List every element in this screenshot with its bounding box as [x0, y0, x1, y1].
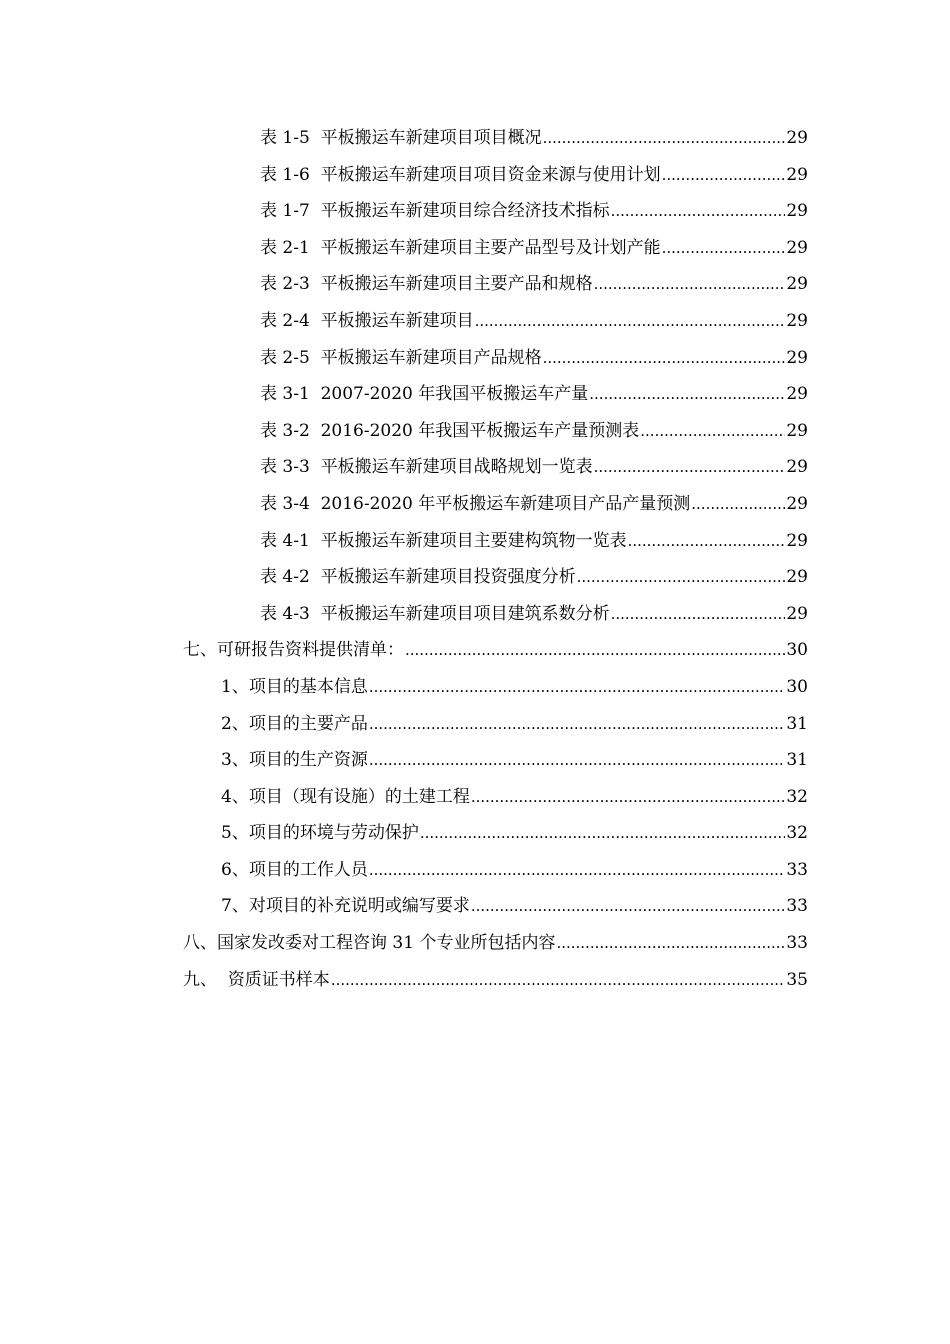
toc-dot-leader — [543, 340, 786, 377]
toc-entry-title: 6、项目的工作人员 — [221, 859, 368, 880]
toc-dot-leader — [640, 413, 785, 450]
toc-entry-title: 表 1-5 平板搬运车新建项目项目概况 — [260, 128, 542, 148]
toc-entry-page: 33 — [786, 859, 808, 880]
toc-entry-page: 31 — [786, 713, 808, 734]
toc-entry[interactable] — [183, 596, 808, 633]
toc-entry[interactable] — [183, 559, 808, 596]
toc-entry-page: 33 — [786, 933, 808, 954]
toc-dot-leader — [611, 193, 786, 230]
toc-entry-title: 表 3-3 平板搬运车新建项目战略规划一览表 — [260, 457, 593, 478]
toc-entry-title: 3、项目的生产资源 — [221, 750, 368, 771]
toc-entry[interactable] — [183, 120, 808, 157]
toc-entry-title: 九、 资质证书样本 — [183, 969, 330, 990]
toc-dot-leader — [471, 888, 786, 925]
toc-entry-page: 29 — [786, 420, 808, 441]
toc-entry[interactable] — [183, 779, 808, 816]
toc-entry-page: 35 — [786, 969, 808, 990]
toc-entry[interactable] — [183, 888, 808, 925]
toc-dot-leader — [628, 523, 786, 560]
toc-entry-page: 29 — [786, 274, 808, 295]
toc-entry[interactable] — [183, 230, 808, 267]
toc-entry-title: 八、国家发改委对工程咨询 31 个专业所包括内容 — [183, 933, 556, 954]
toc-entry-page: 33 — [786, 896, 808, 917]
toc-dot-leader — [577, 559, 786, 596]
toc-entry-title: 5、项目的环境与劳动保护 — [221, 823, 419, 844]
toc-dot-leader — [331, 962, 786, 999]
toc-dot-leader — [662, 157, 786, 194]
toc-entry[interactable] — [183, 303, 808, 340]
toc-entry-page: 29 — [786, 201, 808, 222]
toc-entry[interactable] — [183, 413, 808, 450]
toc-entry-page: 30 — [786, 640, 808, 661]
toc-dot-leader — [369, 742, 786, 779]
toc-entry-page: 31 — [786, 750, 808, 771]
table-of-contents — [183, 120, 808, 998]
toc-entry-title: 4、项目（现有设施）的土建工程 — [221, 786, 470, 807]
toc-entry[interactable] — [183, 193, 808, 230]
toc-dot-leader — [369, 706, 786, 743]
toc-entry-title: 1、项目的基本信息 — [221, 676, 368, 697]
toc-dot-leader — [589, 376, 785, 413]
toc-entry-page: 29 — [786, 384, 808, 405]
toc-entry-page: 29 — [786, 603, 808, 624]
toc-entry[interactable] — [183, 669, 808, 706]
toc-dot-leader — [369, 669, 786, 706]
toc-entry-page: 29 — [786, 164, 808, 185]
toc-entry-page: 29 — [786, 493, 808, 514]
toc-dot-leader — [611, 596, 786, 633]
toc-entry[interactable] — [183, 376, 808, 413]
toc-entry-title: 表 3-2 2016-2020 年我国平板搬运车产量预测表 — [260, 420, 640, 441]
toc-entry-title: 表 2-4 平板搬运车新建项目 — [260, 310, 474, 331]
toc-entry-page: 29 — [786, 310, 808, 331]
toc-entry-page: 32 — [786, 823, 808, 844]
toc-dot-leader — [556, 925, 785, 962]
toc-entry-page: 32 — [786, 786, 808, 807]
toc-entry-page: 29 — [786, 347, 808, 368]
toc-entry[interactable] — [183, 523, 808, 560]
toc-entry-page: 29 — [786, 128, 808, 148]
toc-dot-leader — [369, 852, 786, 889]
toc-dot-leader — [420, 815, 786, 852]
toc-entry[interactable] — [183, 706, 808, 743]
toc-entry-title: 2、项目的主要产品 — [221, 713, 368, 734]
toc-entry-page: 29 — [786, 457, 808, 478]
toc-entry-title: 表 1-6 平板搬运车新建项目项目资金来源与使用计划 — [260, 164, 661, 185]
toc-entry-title: 7、对项目的补充说明或编写要求 — [221, 896, 470, 917]
toc-dot-leader — [691, 486, 785, 523]
toc-entry[interactable] — [183, 486, 808, 523]
toc-entry[interactable] — [183, 742, 808, 779]
toc-dot-leader — [543, 120, 786, 157]
toc-dot-leader — [594, 449, 786, 486]
toc-entry-title: 表 3-4 2016-2020 年平板搬运车新建项目产品产量预测 — [260, 493, 691, 514]
toc-entry-page: 29 — [786, 237, 808, 258]
toc-entry-title: 七、可研报告资料提供清单： — [183, 640, 404, 661]
toc-dot-leader — [594, 266, 786, 303]
toc-entry-title: 表 4-1 平板搬运车新建项目主要建构筑物一览表 — [260, 530, 627, 551]
toc-entry[interactable] — [183, 449, 808, 486]
toc-entry[interactable] — [183, 157, 808, 194]
toc-entry-page: 29 — [786, 567, 808, 588]
toc-entry[interactable] — [183, 632, 808, 669]
toc-entry[interactable] — [183, 340, 808, 377]
toc-entry-title: 表 3-1 2007-2020 年我国平板搬运车产量 — [260, 384, 589, 405]
toc-entry[interactable] — [183, 266, 808, 303]
toc-entry-page: 29 — [786, 530, 808, 551]
toc-dot-leader — [662, 230, 786, 267]
toc-entry-page: 30 — [786, 676, 808, 697]
toc-entry[interactable] — [183, 852, 808, 889]
toc-entry-title: 表 2-5 平板搬运车新建项目产品规格 — [260, 347, 542, 368]
toc-entry-title: 表 4-2 平板搬运车新建项目投资强度分析 — [260, 567, 576, 588]
toc-entry[interactable] — [183, 815, 808, 852]
toc-entry[interactable] — [183, 925, 808, 962]
toc-entry-title: 表 4-3 平板搬运车新建项目项目建筑系数分析 — [260, 603, 610, 624]
toc-entry-title: 表 2-3 平板搬运车新建项目主要产品和规格 — [260, 274, 593, 295]
toc-dot-leader — [471, 779, 786, 816]
toc-entry[interactable] — [183, 962, 808, 999]
toc-entry-title: 表 2-1 平板搬运车新建项目主要产品型号及计划产能 — [260, 237, 661, 258]
toc-dot-leader — [475, 303, 786, 340]
toc-entry-title: 表 1-7 平板搬运车新建项目综合经济技术指标 — [260, 201, 610, 222]
toc-dot-leader — [405, 632, 785, 669]
